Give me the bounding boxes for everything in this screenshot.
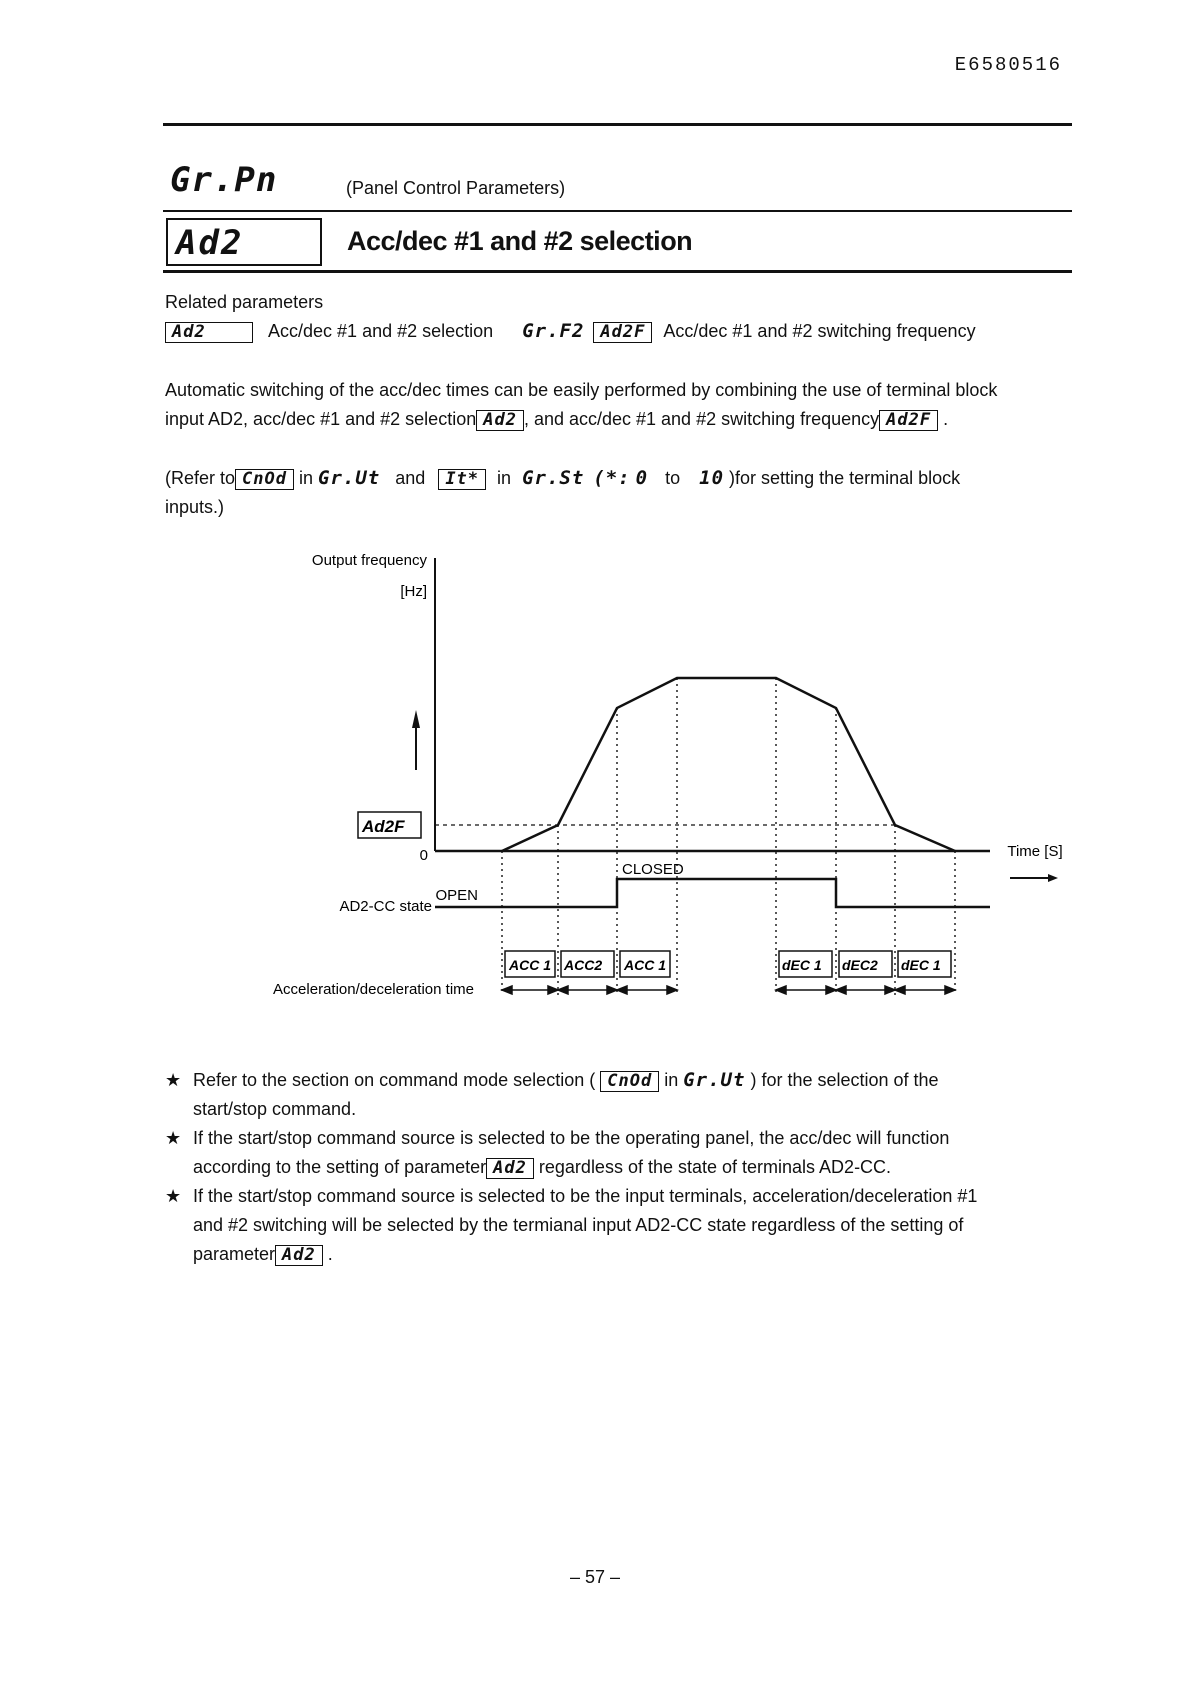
state-label: AD2-CC state [339,898,432,915]
interval-arrows [502,986,955,994]
frequency-profile [502,678,955,851]
ad2-state-line [435,879,990,907]
accel-boxes [505,951,670,977]
document-number: E6580516 [954,54,1062,76]
threshold-label: Ad2F [362,817,405,836]
refer-line-1: (Refer to CnOd in Gr.Ut and It* in Gr.St (*: 0 to 10 )for setting the terminal block [165,467,961,489]
note-3-code: Ad2 [275,1245,323,1266]
accel-box-2: ACC2 [564,957,603,973]
note-2-code: Ad2 [486,1158,534,1179]
decel-boxes [779,951,951,977]
time-markers [502,678,955,995]
related-group-2: Gr.F2 [522,320,585,342]
y-arrow-head [412,710,420,728]
decel-box-2: dEC2 [842,957,878,973]
star-icon: ★ [165,1070,182,1090]
related-desc-2: Acc/dec #1 and #2 switching frequency [663,321,976,341]
note-2: ★ If the start/stop command source is selected to be the operating panel, the acc/dec will function according to the setting of parameter Ad2 regardless of the state of terminals AD2-CC. [165,1124,1065,1182]
accel-box-3: ACC 1 [624,957,667,973]
star-icon: ★ [165,1128,182,1148]
note-1: ★ Refer to the section on command mode selection ( CnOd in Gr.Ut ) for the selection of the start/stop command. [165,1066,1065,1124]
related-code-1: Ad2 [165,322,253,343]
intro-code-2: Ad2F [879,410,938,431]
state-closed-label: CLOSED [622,861,684,878]
parameter-title: Acc/dec #1 and #2 selection [347,226,693,256]
page-number: – 57 – [569,1567,621,1587]
x-label: Time [S] [1007,843,1063,860]
time-label: Acceleration/deceleration time [273,981,474,998]
note-1-code: CnOd [600,1071,659,1092]
origin-label: 0 [419,847,428,864]
refer-value-2: 10 [699,467,725,489]
decel-box-1: dEC 1 [782,957,822,973]
related-desc-1: Acc/dec #1 and #2 selection [268,321,494,341]
y-label-1: Output frequency [311,552,427,569]
refer-code-2: It* [438,469,486,490]
decel-box-3: dEC 1 [901,957,941,973]
intro-line-1: Automatic switching of the acc/dec times can be easily performed by combining the use of terminal block [165,380,998,400]
note-3: ★ If the start/stop command source is selected to be the input terminals, acceleration/deceleration #1 and #2 switching will be selected by the termianal input AD2-CC state regardless of the setting of parameter Ad2 . [165,1182,1065,1269]
state-open-label: OPEN [435,887,478,904]
group-name: (Panel Control Parameters) [346,178,566,198]
x-arrow-head [1048,874,1058,882]
refer-line-2: inputs.) [165,497,225,517]
refer-code-1: CnOd [235,469,294,490]
refer-value-1: 0 [635,467,649,489]
refer-group-2: Gr.St [522,467,585,489]
related-code-2: Ad2F [593,322,652,343]
related-heading: Related parameters [165,292,324,312]
accel-box-1: ACC 1 [509,957,552,973]
group-code: Gr.Pn [170,160,278,200]
intro-code-1: Ad2 [476,410,524,431]
intro-line-2: input AD2, acc/dec #1 and #2 selection Ad2 , and acc/dec #1 and #2 switching frequency Ad2F . [165,409,949,430]
notes [165,1066,1065,1269]
refer-group-1: Gr.Ut [318,467,381,489]
note-1-group: Gr.Ut [683,1069,746,1091]
y-label-2: [Hz] [400,583,427,600]
parameter-code-box: Ad2 [166,218,322,266]
star-icon: ★ [165,1186,182,1206]
